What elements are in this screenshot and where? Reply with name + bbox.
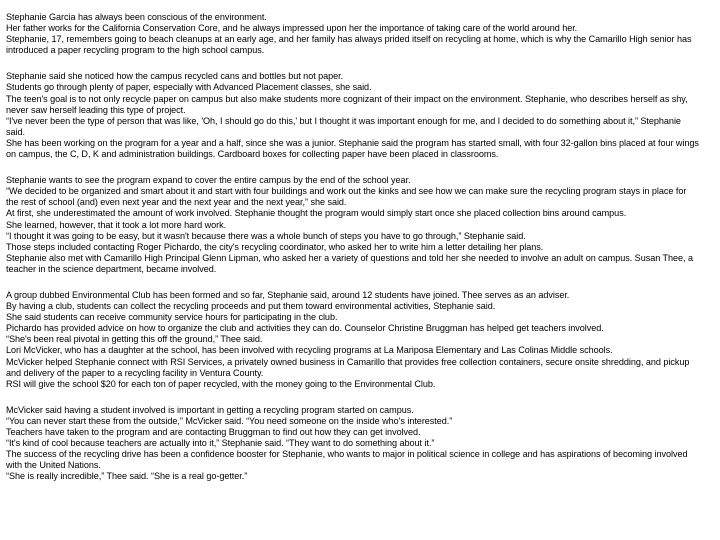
- text-line: and delivery of the paper to a recycling facility in Ventura County.: [6, 367, 264, 378]
- text-line: said.: [6, 126, 25, 137]
- article-paragraph: [6, 290, 714, 390]
- text-line: Those steps included contacting Roger Pichardo, the city's recycling coordinator, who asked her to write him a letter detailing her plans.: [6, 241, 544, 252]
- text-line: The success of the recycling drive has been a confidence booster for Stephanie, who wants to major in political science in college and has aspirations of becoming involved: [6, 449, 688, 460]
- text-line: The teen's goal is to not only recycle paper on campus but also make students more cognizant of their impact on the environment. Stephanie, who describes herself as shy,: [6, 93, 688, 104]
- text-line: She learned, however, that it took a lot more hard work.: [6, 219, 227, 230]
- text-line: with the United Nations.: [6, 460, 101, 471]
- article-paragraph: [6, 12, 714, 56]
- text-line: “I've never been the type of person that was like, 'Oh, I should go do this,' but I thought it was important enough for me, and I decided to do something about it,” Stephanie: [6, 115, 681, 126]
- text-line: McVicker helped Stephanie connect with RSI Services, a privately owned business in Camarillo that provides free collection containers, secure onsite shredding, and pickup: [6, 356, 690, 367]
- text-line: She said students can receive community service hours for participating in the club.: [6, 312, 338, 323]
- text-line: By having a club, students can collect the recycling proceeds and put them toward environmental activities, Stephanie said.: [6, 301, 496, 312]
- text-line: teacher in the science department, became involved.: [6, 263, 217, 274]
- article-paragraph: [6, 71, 714, 160]
- text-line: on campus, the C, D, K and administration buildings. Cardboard boxes for collecting paper have been placed in classrooms.: [6, 149, 499, 160]
- article-paragraph: [6, 405, 714, 483]
- text-line: “She's been real pivotal in getting this off the ground,” Thee said.: [6, 334, 263, 345]
- text-line: the rest of school (and) even next year and the next year and the next year,” she said.: [6, 197, 347, 208]
- text-line: “She is really incredible,” Thee said. “She is a real go-getter.”: [6, 471, 248, 482]
- text-line: Lori McVicker, who has a daughter at the school, has been involved with recycling programs at La Mariposa Elementary and Las Colinas Middle schools.: [6, 345, 613, 356]
- text-line: “I thought it was going to be easy, but it wasn't because there was a whole bunch of steps you have to go through,” Stephanie said.: [6, 230, 526, 241]
- text-line: She has been working on the program for a year and a half, since she was a junior. Stephanie said the program has started small, with four 32-gallon bins placed at four wings: [6, 137, 699, 148]
- text-line: Stephanie also met with Camarillo High Principal Glenn Lipman, who asked her a variety of questions and told her she needed to involve an adult on campus. Susan Thee, a: [6, 252, 694, 263]
- text-line: A group dubbed Environmental Club has been formed and so far, Stephanie said, around 12 students have joined. Thee serves as an adviser.: [6, 289, 570, 300]
- text-line: Stephanie wants to see the program expand to cover the entire campus by the end of the school year.: [6, 175, 411, 186]
- article-paragraph: [6, 175, 714, 275]
- text-line: RSI will give the school $20 for each ton of paper recycled, with the money going to the Environmental Club.: [6, 378, 436, 389]
- text-line: Stephanie Garcia has always been conscious of the environment.: [6, 12, 267, 22]
- text-line: At first, she underestimated the amount of work involved. Stephanie thought the program would simply start once she placed collection bins around campus.: [6, 208, 627, 219]
- text-line: McVicker said having a student involved is important in getting a recycling program started on campus.: [6, 404, 414, 415]
- text-line: Teachers have taken to the program and are contacting Bruggman to find out how they can get involved.: [6, 427, 421, 437]
- text-line: Pichardo has provided advice on how to organize the club and activities they can do. Counselor Christine Bruggman has helped get teachers involved.: [6, 323, 604, 334]
- text-line: “We decided to be organized and smart about it and start with four buildings and work out the kinks and see how we can make sure the recycling program stays in place for: [6, 186, 687, 197]
- text-line: Stephanie, 17, remembers going to beach cleanups at an early age, and her family has always prided itself on recycling at home, which is why the Camarillo High senior has: [6, 34, 692, 45]
- text-line: introduced a paper recycling program to the high school campus.: [6, 45, 265, 56]
- text-line: never saw herself leading this type of project.: [6, 104, 186, 115]
- text-line: Stephanie said she noticed how the campus recycled cans and bottles but not paper.: [6, 71, 344, 82]
- text-line: “You can never start these from the outside,” McVicker said. “You need someone on the inside who's interested.”: [6, 415, 453, 426]
- text-line: Students go through plenty of paper, especially with Advanced Placement classes, she said.: [6, 82, 372, 93]
- text-line: Her father works for the California Conservation Core, and he always impressed upon her the importance of taking care of the world around her.: [6, 23, 578, 34]
- text-line: “It's kind of cool because teachers are actually into it,” Stephanie said. “They want to do something about it.”: [6, 438, 435, 449]
